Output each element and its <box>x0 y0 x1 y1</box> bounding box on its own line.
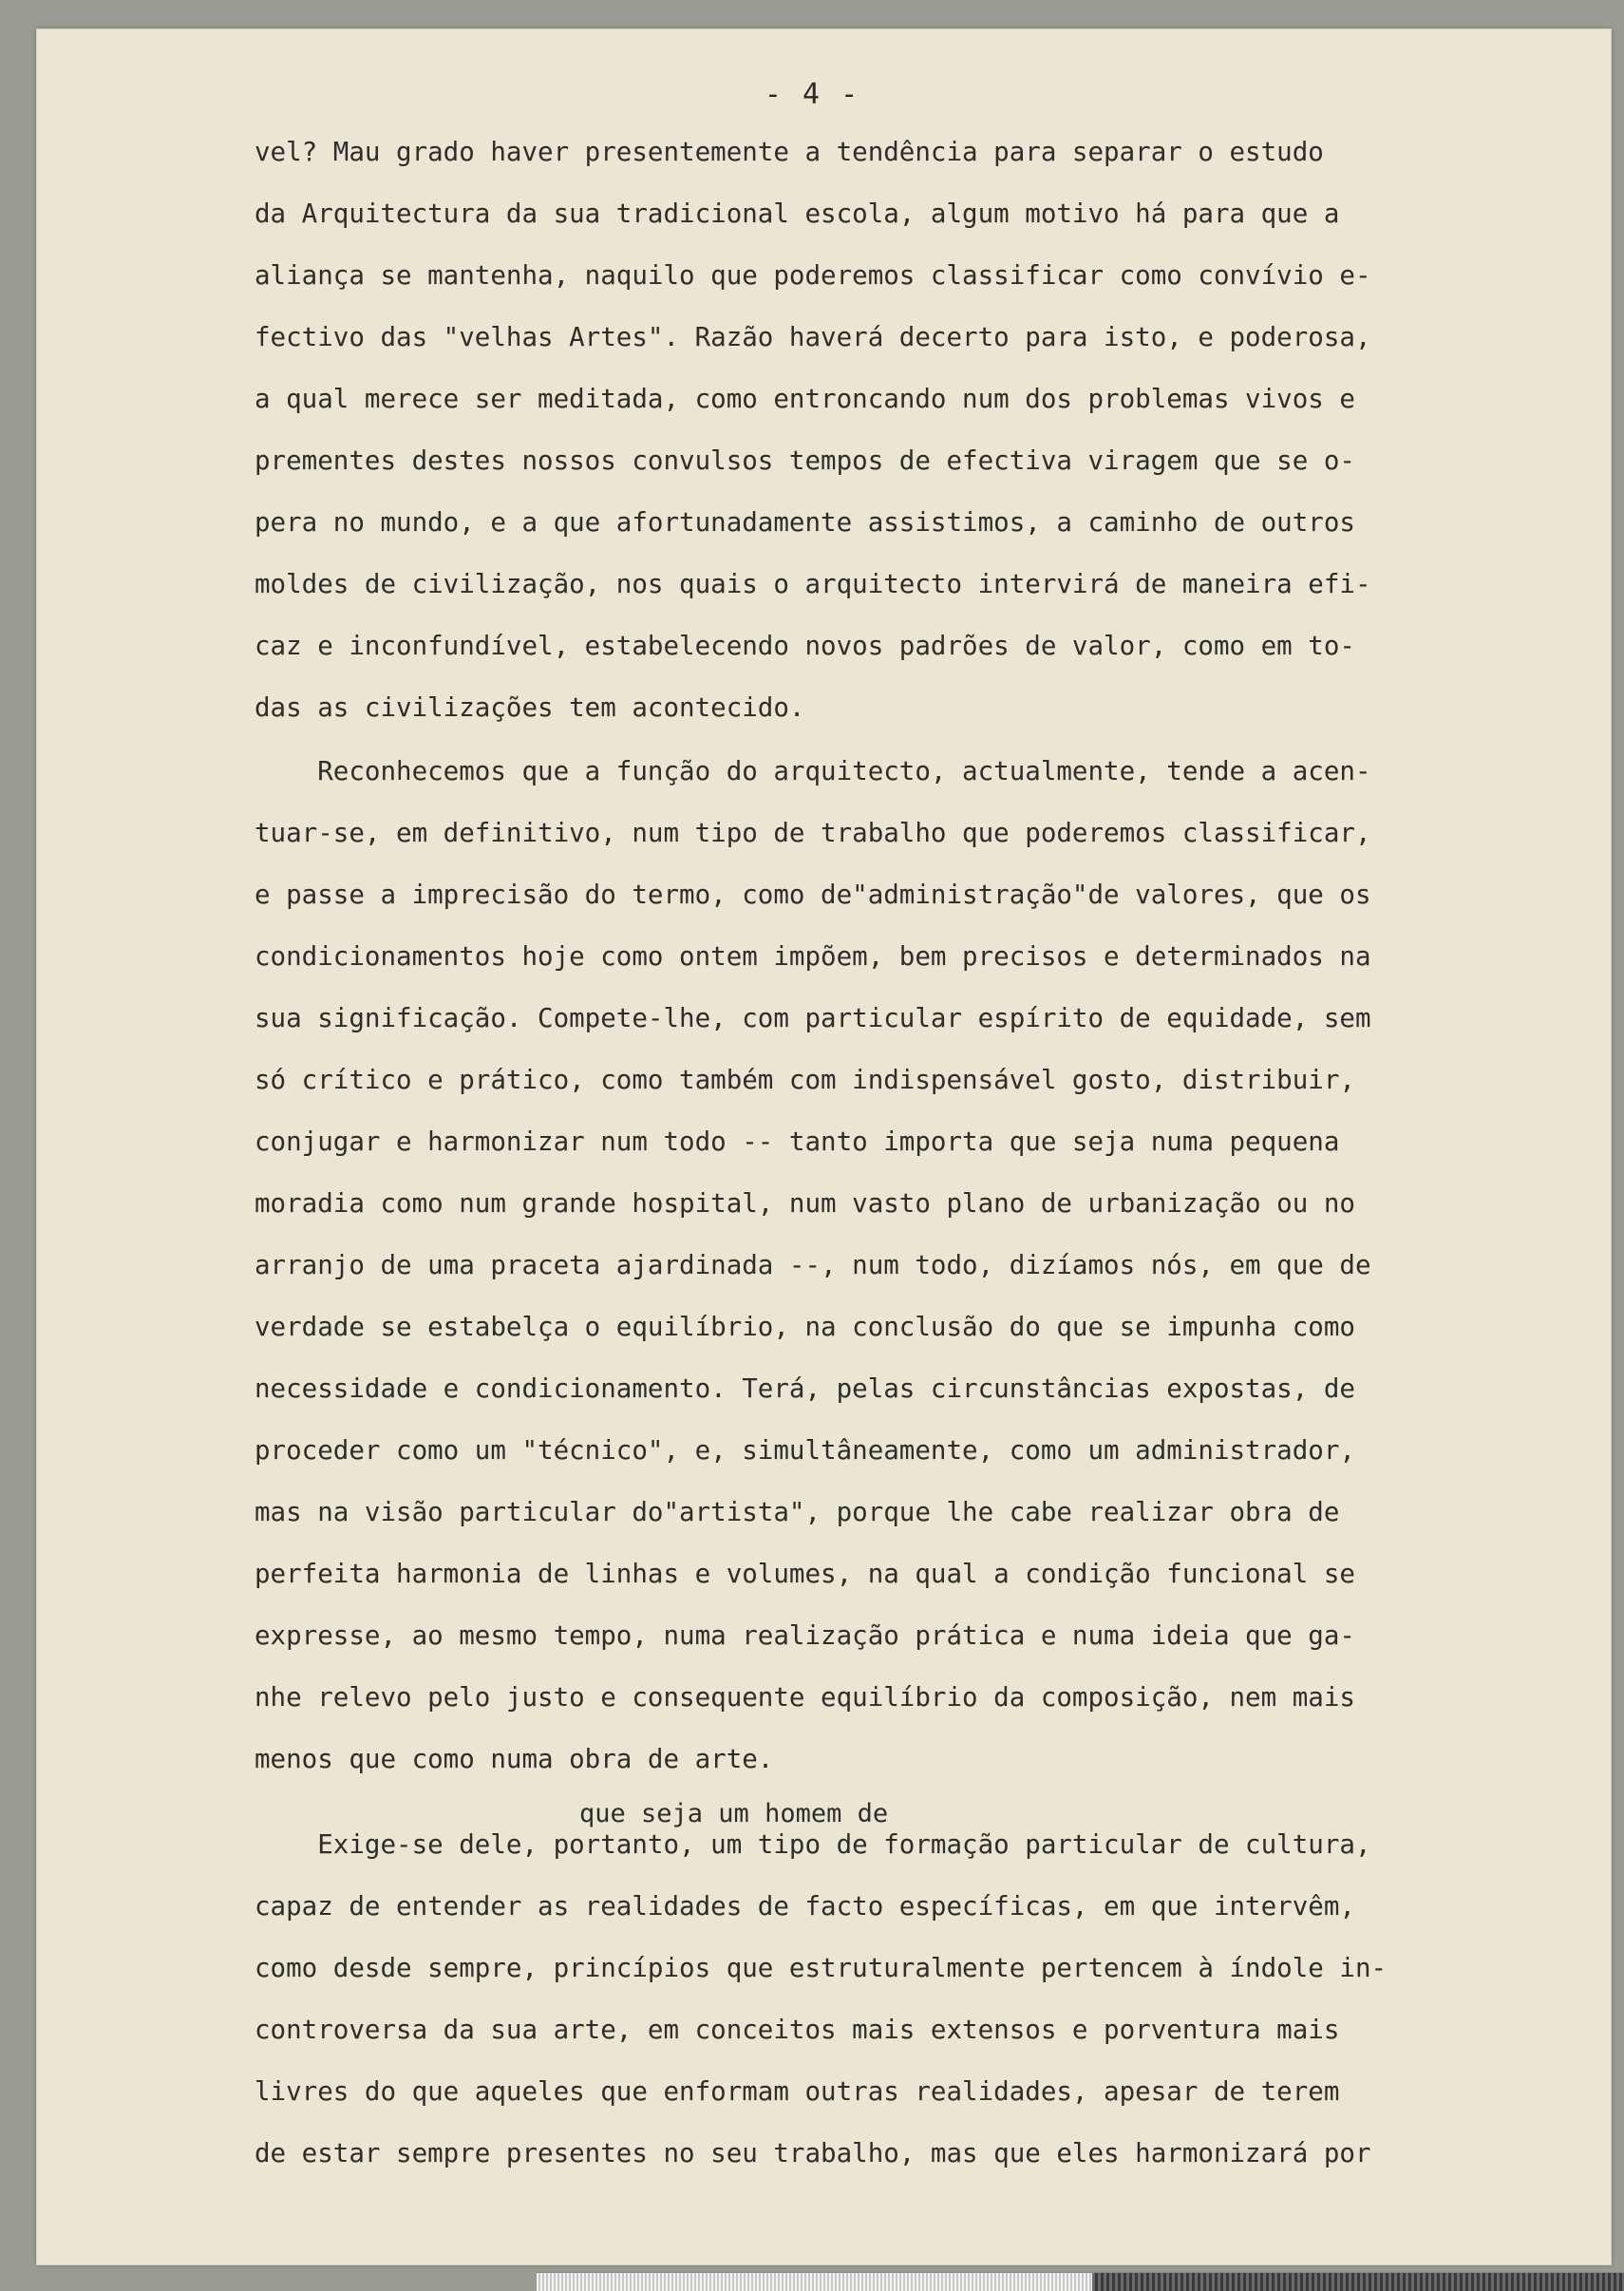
text-line: de estar sempre presentes no seu trabalho, mas que eles harmonizará por <box>255 2138 1371 2168</box>
scan-color-bar-dark <box>1092 2273 1624 2291</box>
text-line: arranjo de uma praceta ajardinada --, num todo, dizíamos nós, em que de <box>255 1250 1371 1280</box>
text-line: livres do que aqueles que enformam outras realidades, apesar de terem <box>255 2076 1340 2107</box>
text-line: condicionamentos hoje como ontem impõem, bem precisos e determinados na <box>255 941 1371 972</box>
text-line: Reconhecemos que a função do arquitecto, actualmente, tende a acen- <box>255 756 1371 786</box>
text-line: tuar-se, em definitivo, num tipo de trabalho que poderemos classificar, <box>255 818 1371 848</box>
text-line: mas na visão particular do"artista", porque lhe cabe realizar obra de <box>255 1497 1340 1527</box>
text-line: da Arquitectura da sua tradicional escola, algum motivo há para que a <box>255 199 1340 229</box>
text-line: sua significação. Compete-lhe, com particular espírito de equidade, sem <box>255 1003 1371 1033</box>
text-line: expresse, ao mesmo tempo, numa realização prática e numa ideia que ga- <box>255 1620 1355 1651</box>
text-line: caz e inconfundível, estabelecendo novos padrões de valor, como em to- <box>255 631 1355 661</box>
text-line: perfeita harmonia de linhas e volumes, na qual a condição funcional se <box>255 1559 1355 1589</box>
text-line: menos que como numa obra de arte. <box>255 1744 774 1774</box>
text-line: aliança se mantenha, naquilo que poderemos classificar como convívio e- <box>255 260 1371 291</box>
text-line: proceder como um "técnico", e, simultâneamente, como um administrador, <box>255 1435 1355 1466</box>
interlinear-insertion: que seja um homem de <box>579 1799 889 1828</box>
text-line: vel? Mau grado haver presentemente a tendência para separar o estudo <box>255 137 1324 167</box>
text-line: pera no mundo, e a que afortunadamente assistimos, a caminho de outros <box>255 507 1355 538</box>
text-line: necessidade e condicionamento. Terá, pelas circunstâncias expostas, de <box>255 1373 1355 1404</box>
text-line: controversa da sua arte, em conceitos mais extensos e porventura mais <box>255 2015 1340 2045</box>
text-line: fectivo das "velhas Artes". Razão haverá decerto para isto, e poderosa, <box>255 322 1371 352</box>
text-line: como desde sempre, princípios que estruturalmente pertencem à índole in- <box>255 1953 1388 1983</box>
text-line: moradia como num grande hospital, num vasto plano de urbanização ou no <box>255 1188 1355 1219</box>
scan-color-bar <box>537 2272 1624 2291</box>
text-line: capaz de entender as realidades de facto específicas, em que intervêm, <box>255 1891 1355 1922</box>
text-line: só crítico e prático, como também com indispensável gosto, distribuir, <box>255 1065 1355 1095</box>
text-line: moldes de civilização, nos quais o arquitecto intervirá de maneira efi- <box>255 569 1371 599</box>
text-line: das as civilizações tem acontecido. <box>255 692 805 723</box>
text-line: conjugar e harmonizar num todo -- tanto importa que seja numa pequena <box>255 1127 1340 1157</box>
text-line: e passe a imprecisão do termo, como de"administração"de valores, que os <box>255 880 1371 910</box>
text-line: nhe relevo pelo justo e consequente equilíbrio da composição, nem mais <box>255 1682 1355 1713</box>
text-line: prementes destes nossos convulsos tempos de efectiva viragem que se o- <box>255 445 1355 476</box>
page-number: - 4 - <box>764 78 860 111</box>
text-line: verdade se estabelça o equilíbrio, na conclusão do que se impunha como <box>255 1312 1355 1342</box>
text-line: Exige-se dele, portanto, um tipo de formação particular de cultura, <box>255 1829 1371 1860</box>
text-line: a qual merece ser meditada, como entroncando num dos problemas vivos e <box>255 384 1355 414</box>
